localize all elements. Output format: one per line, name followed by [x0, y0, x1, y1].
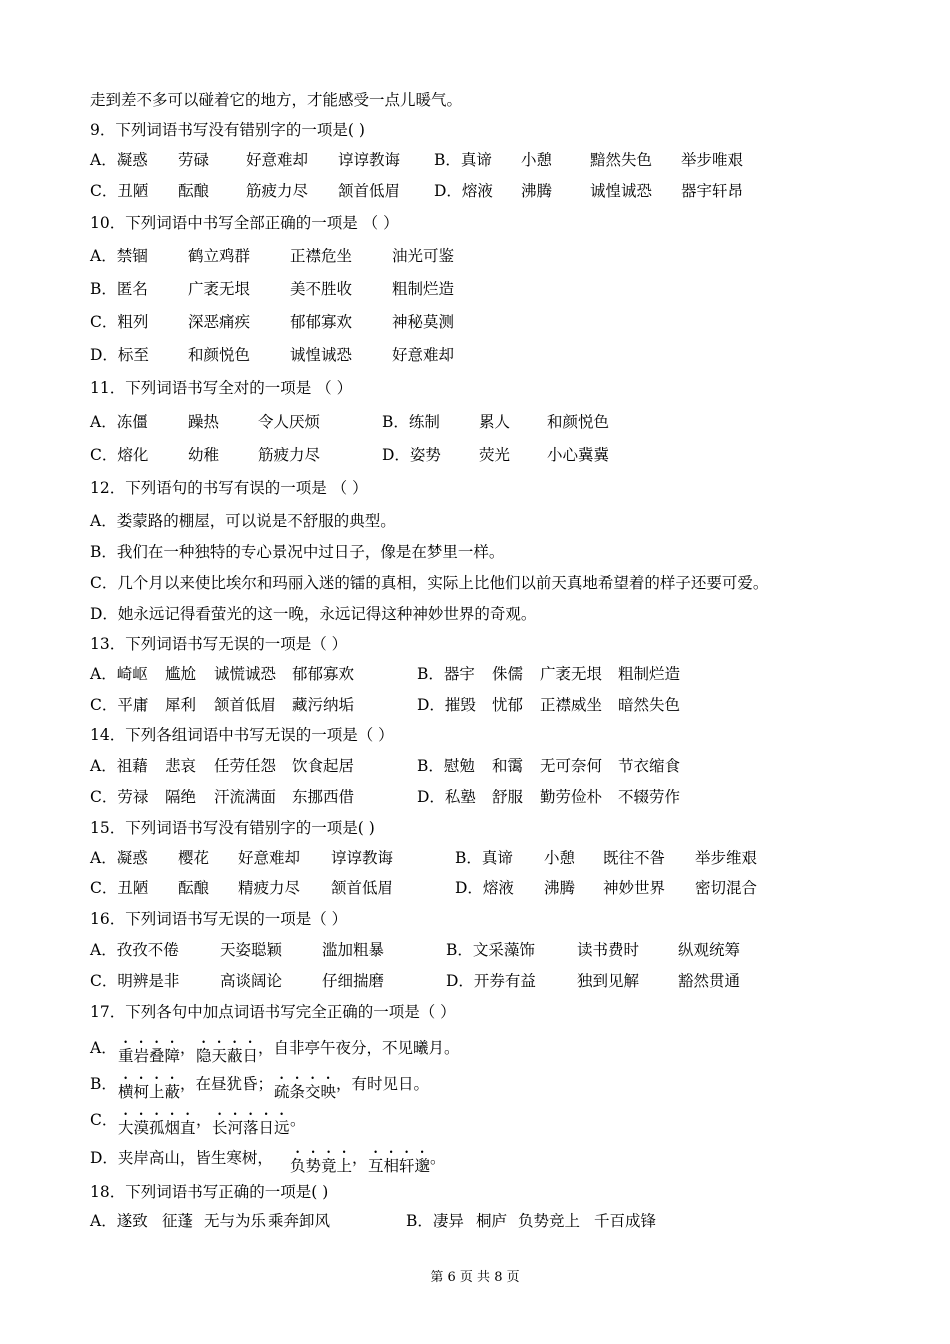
text-segment: 桐庐: [476, 1212, 508, 1230]
text-segment: 谆谆教诲: [338, 151, 401, 169]
text-segment: 忧郁: [492, 696, 524, 714]
text-segment: A．孜孜不倦: [90, 941, 179, 959]
text-segment: D．开券有益: [446, 972, 536, 990]
text-segment: 既往不昝: [603, 849, 666, 867]
text-segment: C．平庸: [90, 696, 149, 714]
text-segment: 黯然失色: [590, 151, 653, 169]
text-segment: D．姿势: [382, 446, 441, 464]
text-segment: 舒服: [492, 788, 524, 806]
text-segment: A．冻僵: [90, 413, 148, 431]
text-segment: 仔细揣磨: [322, 972, 385, 990]
text-segment: A．禁锢: [90, 247, 148, 265]
text-segment: 荧光: [479, 446, 511, 464]
text-segment: 好意难却: [246, 151, 309, 169]
text-segment: 隔绝: [165, 788, 197, 806]
emphasized-phrase: 重岩叠障: [118, 1047, 181, 1065]
text-segment: D．私塾: [417, 788, 476, 806]
text-segment: A．凝惑: [90, 849, 148, 867]
text-segment: 小憩: [544, 849, 576, 867]
text-segment: C．: [90, 1111, 118, 1129]
text-segment: A．崎岖: [90, 665, 148, 683]
text-segment: 郁郁寡欢: [290, 313, 353, 331]
text-segment: A．: [90, 1039, 117, 1057]
emphasized-phrase: 隐天蔽日: [196, 1047, 259, 1065]
text-segment: ，在昼犹昏；: [180, 1075, 274, 1093]
text-segment: C．熔化: [90, 446, 149, 464]
text-segment: 16．下列词语书写无误的一项是（ ）: [90, 910, 348, 928]
text-segment: 小心冀冀: [547, 446, 610, 464]
text-segment: 任劳任怨: [214, 757, 277, 775]
text-segment: B．器宇: [417, 665, 475, 683]
text-segment: 东挪西借: [292, 788, 355, 806]
text-segment: 尴尬: [165, 665, 197, 683]
text-segment: 令人厌烦: [258, 413, 321, 431]
text-segment: 乘奔卸风: [268, 1212, 331, 1230]
text-segment: D．熔液: [434, 182, 493, 200]
text-segment: 17．下列各句中加点词语书写完全正确的一项是（ ）: [90, 1003, 456, 1021]
text-segment: 诚惶诚恐: [590, 182, 653, 200]
emphasized-phrase: 大漠孤烟直: [118, 1119, 196, 1137]
text-segment: 勤劳俭朴: [540, 788, 603, 806]
text-segment: 悲哀: [165, 757, 197, 775]
text-segment: 天姿聪颖: [220, 941, 283, 959]
text-segment: 颔首低眉: [214, 696, 277, 714]
text-segment: 藏污纳垢: [292, 696, 355, 714]
text-segment: 粗制烂造: [618, 665, 681, 683]
text-segment: 节衣缩食: [618, 757, 681, 775]
text-segment: A．祖藉: [90, 757, 148, 775]
text-segment: 诚惶诚恐: [290, 346, 353, 364]
text-segment: 精疲力尽: [238, 879, 301, 897]
text-segment: 独到见解: [577, 972, 640, 990]
text-segment: 沸腾: [544, 879, 576, 897]
text-segment: 神妙世界: [603, 879, 666, 897]
text-segment: 和颜悦色: [188, 346, 251, 364]
text-segment: ，: [180, 1039, 196, 1057]
text-segment: 12．下列语句的书写有误的一项是 （ ）: [90, 479, 368, 497]
text-segment: B．慰勉: [417, 757, 475, 775]
text-segment: C．几个月以来使比埃尔和玛丽入迷的镭的真相，实际上比他们以前天真地希望着的样子还要可爱。: [90, 574, 769, 592]
text-segment: 广袤无垠: [540, 665, 603, 683]
text-segment: 油光可鉴: [392, 247, 455, 265]
text-segment: C．丑陋: [90, 182, 149, 200]
text-segment: C．丑陋: [90, 879, 149, 897]
text-segment: 。: [430, 1149, 446, 1167]
text-segment: 粗制烂造: [392, 280, 455, 298]
text-segment: 11．下列词语书写全对的一项是 （ ）: [90, 379, 353, 397]
text-segment: 豁然贯通: [678, 972, 741, 990]
text-segment: B．我们在一种独特的专心景况中过日子，像是在梦里一样。: [90, 543, 505, 561]
text-segment: A．娄蒙路的棚屋，可以说是不舒服的典型。: [90, 512, 396, 530]
text-segment: 颔首低眉: [338, 182, 401, 200]
text-segment: 颔首低眉: [331, 879, 394, 897]
text-segment: D．摧毁: [417, 696, 476, 714]
text-segment: 汗流满面: [214, 788, 277, 806]
text-segment: D．夹岸高山，皆生寒树，: [90, 1149, 273, 1167]
text-segment: 正襟威坐: [540, 696, 603, 714]
text-segment: 鹤立鸡群: [188, 247, 251, 265]
text-segment: 读书费时: [577, 941, 640, 959]
text-segment: 暗然失色: [618, 696, 681, 714]
text-segment: B．: [90, 1075, 117, 1093]
text-segment: C．粗列: [90, 313, 149, 331]
text-segment: B．练制: [382, 413, 440, 431]
text-segment: 18．下列词语书写正确的一项是( ): [90, 1183, 329, 1201]
text-segment: 神秘莫测: [392, 313, 455, 331]
text-segment: 沸腾: [521, 182, 553, 200]
text-segment: 好意难却: [238, 849, 301, 867]
text-segment: 10．下列词语中书写全部正确的一项是 （ ）: [90, 214, 399, 232]
text-segment: B．凄异: [406, 1212, 464, 1230]
text-segment: 劳碌: [178, 151, 210, 169]
text-segment: 滥加粗暴: [322, 941, 385, 959]
text-segment: 好意难却: [392, 346, 455, 364]
text-segment: ，自非亭午夜分，不见曦月。: [258, 1039, 460, 1057]
text-segment: 深恶痛疾: [188, 313, 251, 331]
text-segment: 饮食起居: [292, 757, 355, 775]
text-segment: B．匿名: [90, 280, 148, 298]
text-segment: C．劳禄: [90, 788, 149, 806]
text-segment: 和颜悦色: [547, 413, 610, 431]
text-segment: 和霭: [492, 757, 524, 775]
text-segment: 纵观统筹: [678, 941, 741, 959]
text-segment: 13．下列词语书写无误的一项是（ ）: [90, 635, 348, 653]
text-segment: D．熔液: [455, 879, 514, 897]
text-segment: 躁热: [188, 413, 220, 431]
text-segment: ，有时见日。: [336, 1075, 430, 1093]
text-segment: 无可奈何: [540, 757, 603, 775]
text-segment: 。: [290, 1111, 306, 1129]
text-segment: 举步维艰: [695, 849, 758, 867]
text-segment: 15．下列词语书写没有错别字的一项是( ): [90, 819, 375, 837]
text-segment: 幼稚: [188, 446, 220, 464]
emphasized-phrase: 负势竟上: [290, 1157, 353, 1175]
text-segment: 14．下列各组词语中书写无误的一项是（ ）: [90, 726, 394, 744]
text-segment: 郁郁寡欢: [292, 665, 355, 683]
emphasized-phrase: 横柯上蔽: [118, 1083, 181, 1101]
text-segment: B．真谛: [455, 849, 513, 867]
text-segment: 走到差不多可以碰着它的地方，才能感受一点儿暖气。: [90, 91, 463, 109]
text-segment: 酝酿: [178, 182, 210, 200]
text-segment: 广袤无垠: [188, 280, 251, 298]
text-segment: 诚慌诚恐: [214, 665, 277, 683]
text-segment: 9．下列词语书写没有错别字的一项是( ): [90, 121, 365, 139]
text-segment: 负势竞上: [518, 1212, 581, 1230]
text-segment: 筋疲力尽: [246, 182, 309, 200]
text-segment: 密切混合: [695, 879, 758, 897]
text-segment: 征蓬: [162, 1212, 194, 1230]
text-segment: 高谈阔论: [220, 972, 283, 990]
text-segment: 千百成锋: [594, 1212, 657, 1230]
emphasized-phrase: 互相轩邈: [368, 1157, 431, 1175]
text-segment: 樱花: [178, 849, 210, 867]
text-segment: 不辍劳作: [618, 788, 681, 806]
text-segment: ，: [196, 1111, 212, 1129]
emphasized-phrase: 疏条交映: [274, 1083, 337, 1101]
text-segment: 犀利: [165, 696, 197, 714]
text-segment: B．文采藻饰: [446, 941, 535, 959]
text-segment: 累人: [479, 413, 511, 431]
text-segment: 正襟危坐: [290, 247, 353, 265]
text-segment: B．真谛: [434, 151, 492, 169]
emphasized-phrase: 长河落日远: [212, 1119, 290, 1137]
text-segment: 小憩: [521, 151, 553, 169]
text-segment: 筋疲力尽: [258, 446, 321, 464]
text-segment: 侏儒: [492, 665, 524, 683]
text-segment: 谆谆教诲: [331, 849, 394, 867]
text-segment: D．标至: [90, 346, 149, 364]
text-segment: 器宇轩昂: [681, 182, 744, 200]
text-segment: C．明辨是非: [90, 972, 180, 990]
text-segment: 举步唯艰: [681, 151, 744, 169]
page-footer: 第 6 页 共 8 页: [430, 1270, 520, 1285]
text-segment: 美不胜收: [290, 280, 353, 298]
text-segment: 无与为乐: [204, 1212, 267, 1230]
text-segment: 酝酿: [178, 879, 210, 897]
text-segment: D．她永远记得看萤光的这一晚，永远记得这种神妙世界的奇观。: [90, 605, 537, 623]
text-segment: ，: [352, 1149, 368, 1167]
text-segment: A．遂致: [90, 1212, 148, 1230]
text-segment: A．凝惑: [90, 151, 148, 169]
